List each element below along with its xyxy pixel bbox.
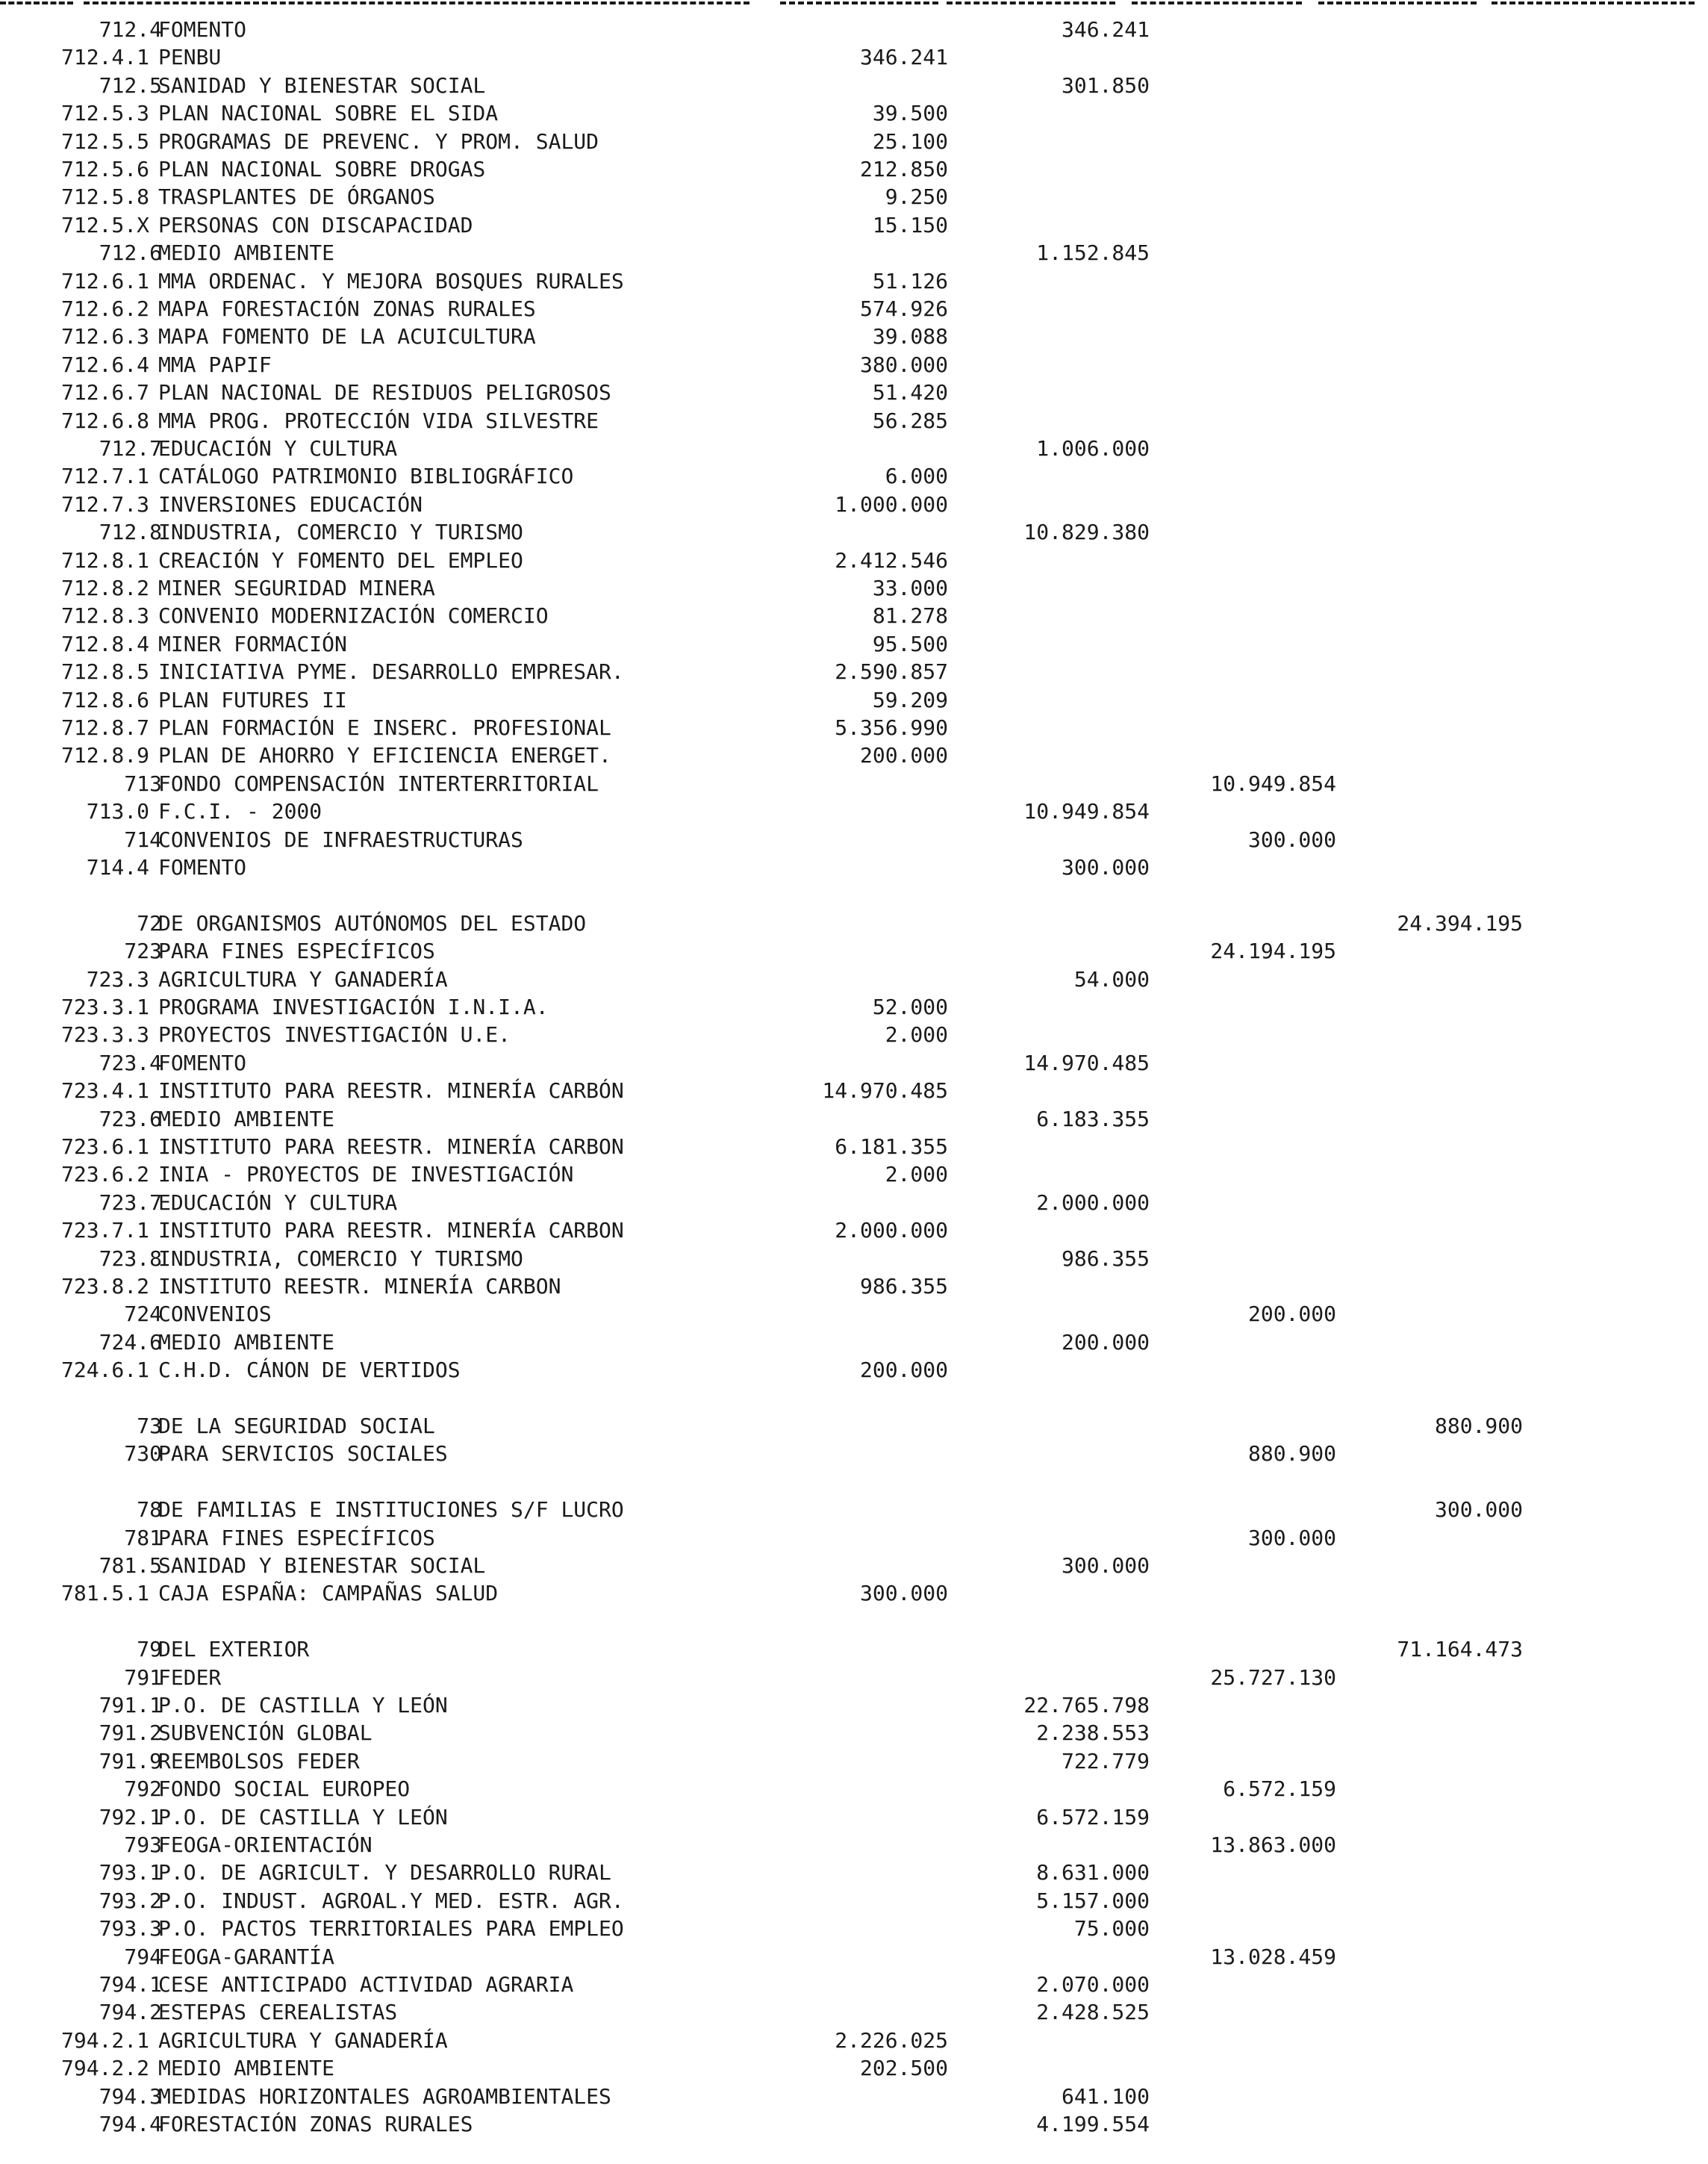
row-amount-col1: 2.590.857 xyxy=(835,659,948,685)
row-amount-col1: 574.926 xyxy=(859,296,948,321)
row-code: 712.6.3 xyxy=(60,324,149,349)
table-row xyxy=(0,1440,1708,1467)
row-amount-col3: 25.727.130 xyxy=(1210,1664,1336,1690)
row-amount-col2: 10.949.854 xyxy=(1023,799,1150,824)
table-row xyxy=(0,239,1708,267)
row-description: DE ORGANISMOS AUTÓNOMOS DEL ESTADO xyxy=(158,910,587,936)
row-description: FEDER xyxy=(158,1664,222,1690)
row-code: 712.6.4 xyxy=(60,352,149,377)
row-amount-col1: 2.226.025 xyxy=(835,2027,948,2053)
row-code: 712.7.1 xyxy=(60,464,149,489)
table-row xyxy=(0,1133,1708,1160)
row-amount-col2: 4.199.554 xyxy=(1036,2112,1150,2136)
row-code: 794.1 xyxy=(99,1972,162,1997)
row-code: 713.0 xyxy=(86,799,149,824)
table-row xyxy=(0,741,1708,769)
row-amount-col1: 39.500 xyxy=(872,101,948,126)
table-row xyxy=(0,966,1708,993)
header-rule-col1 xyxy=(780,1,938,4)
row-description: PLAN FUTURES II xyxy=(158,687,347,712)
row-description: MMA ORDENAC. Y MEJORA BOSQUES RURALES xyxy=(158,268,624,293)
row-amount-col1: 2.412.546 xyxy=(835,547,948,573)
table-row xyxy=(0,1664,1708,1691)
row-description: INSTITUTO REESTR. MINERÍA CARBON xyxy=(158,1274,561,1299)
row-code: 792 xyxy=(124,1776,162,1802)
table-row xyxy=(0,379,1708,406)
row-description: MEDIO AMBIENTE xyxy=(158,240,335,266)
table-row xyxy=(0,1300,1708,1328)
row-description: P.O. DE CASTILLA Y LEÓN xyxy=(158,1804,448,1829)
row-description: SUBVENCIÓN GLOBAL xyxy=(158,1720,373,1746)
row-code: 723.6 xyxy=(99,1106,162,1131)
table-row xyxy=(0,128,1708,155)
row-amount-col2: 5.157.000 xyxy=(1036,1888,1150,1913)
row-code: 781.5 xyxy=(99,1553,162,1578)
table-row xyxy=(0,2083,1708,2110)
table-row xyxy=(0,658,1708,685)
row-description: DE LA SEGURIDAD SOCIAL xyxy=(158,1414,435,1438)
table-row xyxy=(0,1105,1708,1133)
row-amount-col3: 13.863.000 xyxy=(1210,1832,1336,1857)
row-code: 723.6.1 xyxy=(60,1134,149,1159)
row-amount-col1: 95.500 xyxy=(872,631,948,656)
row-code: 793.1 xyxy=(99,1860,162,1885)
row-code: 723.4 xyxy=(99,1050,162,1075)
row-description: P.O. PACTOS TERRITORIALES PARA EMPLEO xyxy=(158,1916,624,1941)
table-row xyxy=(0,547,1708,574)
row-amount-col2: 14.970.485 xyxy=(1023,1050,1150,1075)
header-rule-col4 xyxy=(1318,1,1477,4)
row-amount-col2: 1.152.845 xyxy=(1036,240,1150,266)
row-code: 781 xyxy=(124,1525,162,1550)
table-row xyxy=(0,1831,1708,1859)
row-code: 712.8.9 xyxy=(60,743,149,768)
row-description: PROGRAMA INVESTIGACIÓN I.N.I.A. xyxy=(158,995,549,1019)
table-row xyxy=(0,43,1708,71)
row-amount-col2: 1.006.000 xyxy=(1036,436,1150,461)
table-row xyxy=(0,518,1708,546)
row-amount-col1: 1.000.000 xyxy=(835,491,948,517)
row-description: INVERSIONES EDUCACIÓN xyxy=(158,491,423,517)
row-amount-col2: 722.779 xyxy=(1061,1748,1150,1773)
row-amount-col4: 71.164.473 xyxy=(1397,1637,1523,1662)
row-code: 794.2 xyxy=(99,2000,162,2025)
row-description: FEOGA-ORIENTACIÓN xyxy=(158,1832,373,1857)
table-row xyxy=(0,770,1708,797)
row-code: 723.8.2 xyxy=(60,1274,149,1299)
row-code: 712.6.2 xyxy=(60,296,149,321)
row-code: 713 xyxy=(124,771,162,796)
table-row xyxy=(0,183,1708,211)
table-row xyxy=(0,2110,1708,2138)
row-description: TRASPLANTES DE ÓRGANOS xyxy=(158,184,435,210)
table-row xyxy=(0,1245,1708,1272)
table-row xyxy=(0,1160,1708,1188)
row-amount-col1: 200.000 xyxy=(859,743,948,768)
row-description: FORESTACIÓN ZONAS RURALES xyxy=(158,2112,473,2136)
row-description: ESTEPAS CEREALISTAS xyxy=(158,2000,398,2025)
row-code: 794.4 xyxy=(99,2112,162,2136)
row-code: 79 xyxy=(137,1637,162,1662)
table-row xyxy=(0,323,1708,350)
row-amount-col3: 200.000 xyxy=(1247,1302,1336,1327)
row-description: FOMENTO xyxy=(158,1050,247,1075)
row-description: MAPA FOMENTO DE LA ACUICULTURA xyxy=(158,324,536,349)
row-code: 712.4.1 xyxy=(60,45,149,70)
row-amount-col1: 346.241 xyxy=(859,45,948,70)
table-row xyxy=(0,1635,1708,1663)
row-description: FOMENTO xyxy=(158,17,247,42)
row-description: FONDO SOCIAL EUROPEO xyxy=(158,1776,411,1802)
row-code: 712.5.8 xyxy=(60,184,149,210)
row-code: 794.3 xyxy=(99,2083,162,2109)
row-description: SANIDAD Y BIENESTAR SOCIAL xyxy=(158,72,486,98)
table-row xyxy=(0,99,1708,127)
row-amount-col1: 2.000 xyxy=(885,1162,948,1187)
row-amount-col1: 300.000 xyxy=(859,1581,948,1606)
row-amount-col1: 51.420 xyxy=(872,380,948,405)
row-code: 791.2 xyxy=(99,1720,162,1746)
row-code: 714.4 xyxy=(86,855,149,880)
table-row xyxy=(0,854,1708,881)
row-amount-col2: 2.428.525 xyxy=(1036,2000,1150,2025)
row-description: REEMBOLSOS FEDER xyxy=(158,1748,360,1773)
row-code: 724.6 xyxy=(99,1329,162,1355)
row-description: PROGRAMAS DE PREVENC. Y PROM. SALUD xyxy=(158,128,599,154)
row-description: MAPA FORESTACIÓN ZONAS RURALES xyxy=(158,296,536,321)
row-description: AGRICULTURA Y GANADERÍA xyxy=(158,966,448,992)
row-description: FEOGA-GARANTÍA xyxy=(158,1944,335,1969)
table-row xyxy=(0,714,1708,741)
table-row xyxy=(0,1971,1708,1998)
row-code: 794.2.2 xyxy=(60,2056,149,2081)
row-code: 723.7 xyxy=(99,1190,162,1215)
row-code: 78 xyxy=(137,1497,162,1523)
table-row xyxy=(0,1775,1708,1803)
row-description: MINER SEGURIDAD MINERA xyxy=(158,576,435,600)
row-amount-col1: 81.278 xyxy=(872,603,948,629)
row-amount-col2: 54.000 xyxy=(1073,966,1150,992)
row-code: 793.3 xyxy=(99,1916,162,1941)
row-description: MINER FORMACIÓN xyxy=(158,631,347,656)
row-description: MEDIO AMBIENTE xyxy=(158,1106,335,1131)
row-description: PLAN FORMACIÓN E INSERC. PROFESIONAL xyxy=(158,715,611,740)
table-row xyxy=(0,1691,1708,1719)
row-code: 781.5.1 xyxy=(60,1581,149,1606)
table-row xyxy=(0,1356,1708,1384)
row-description: SANIDAD Y BIENESTAR SOCIAL xyxy=(158,1553,486,1578)
row-code: 723.3 xyxy=(86,966,149,992)
row-amount-col1: 39.088 xyxy=(872,324,948,349)
table-row xyxy=(0,1943,1708,1971)
row-code: 712.4 xyxy=(99,17,162,42)
row-description: CATÁLOGO PATRIMONIO BIBLIOGRÁFICO xyxy=(158,464,574,489)
row-amount-col2: 2.238.553 xyxy=(1036,1720,1150,1746)
row-amount-col3: 24.194.195 xyxy=(1210,939,1336,964)
row-amount-col1: 5.356.990 xyxy=(835,715,948,740)
table-row xyxy=(0,797,1708,825)
row-description: PARA FINES ESPECÍFICOS xyxy=(158,939,435,964)
table-row xyxy=(0,937,1708,965)
row-amount-col1: 380.000 xyxy=(859,352,948,377)
table-row xyxy=(0,2054,1708,2082)
row-description: CONVENIOS DE INFRAESTRUCTURAS xyxy=(158,827,523,852)
row-description: FONDO COMPENSACIÓN INTERTERRITORIAL xyxy=(158,771,599,796)
row-description: MEDIO AMBIENTE xyxy=(158,1329,335,1355)
row-description: INDUSTRIA, COMERCIO Y TURISMO xyxy=(158,1246,523,1271)
row-description: F.C.I. - 2000 xyxy=(158,799,322,824)
row-amount-col3: 13.028.459 xyxy=(1210,1944,1336,1969)
row-amount-col2: 300.000 xyxy=(1061,855,1150,880)
table-row xyxy=(0,1384,1708,1412)
table-row xyxy=(0,72,1708,99)
table-row xyxy=(0,1803,1708,1831)
row-code: 712.8.2 xyxy=(60,576,149,600)
row-amount-col2: 2.000.000 xyxy=(1036,1190,1150,1215)
table-row xyxy=(0,295,1708,323)
row-amount-col3: 300.000 xyxy=(1247,1525,1336,1550)
row-amount-col1: 212.850 xyxy=(859,157,948,181)
row-code: 712.5 xyxy=(99,72,162,98)
row-code: 793.2 xyxy=(99,1888,162,1913)
row-code: 724 xyxy=(124,1302,162,1327)
table-row xyxy=(0,435,1708,462)
header-rule-col5 xyxy=(1492,1,1695,4)
row-amount-col1: 6.181.355 xyxy=(835,1134,948,1159)
row-amount-col4: 24.394.195 xyxy=(1397,910,1523,936)
row-description: INSTITUTO PARA REESTR. MINERÍA CARBÓN xyxy=(158,1078,624,1104)
row-amount-col2: 6.183.355 xyxy=(1036,1106,1150,1131)
row-amount-col3: 880.900 xyxy=(1247,1441,1336,1467)
row-amount-col2: 301.850 xyxy=(1061,72,1150,98)
row-amount-col1: 6.000 xyxy=(885,464,948,489)
table-row xyxy=(0,155,1708,183)
row-amount-col3: 300.000 xyxy=(1247,827,1336,852)
table-row xyxy=(0,351,1708,379)
row-code: 723.3.1 xyxy=(60,995,149,1019)
row-amount-col1: 2.000.000 xyxy=(835,1218,948,1243)
row-amount-col1: 15.150 xyxy=(872,212,948,237)
row-code: 712.8.3 xyxy=(60,603,149,629)
row-description: PLAN DE AHORRO Y EFICIENCIA ENERGET. xyxy=(158,743,611,768)
row-amount-col1: 9.250 xyxy=(885,184,948,210)
row-code: 794 xyxy=(124,1944,162,1969)
row-description: MMA PAPIF xyxy=(158,352,272,377)
header-rule-col2 xyxy=(947,1,1115,4)
table-row xyxy=(0,407,1708,435)
row-amount-col1: 200.000 xyxy=(859,1358,948,1383)
row-amount-col2: 346.241 xyxy=(1061,17,1150,42)
row-amount-col1: 2.000 xyxy=(885,1022,948,1048)
row-amount-col2: 641.100 xyxy=(1061,2083,1150,2109)
row-amount-col3: 6.572.159 xyxy=(1223,1776,1336,1802)
table-row xyxy=(0,462,1708,490)
row-code: 723 xyxy=(124,939,162,964)
table-row xyxy=(0,1021,1708,1048)
row-code: 712.6.8 xyxy=(60,408,149,433)
row-description: MEDIDAS HORIZONTALES AGROAMBIENTALES xyxy=(158,2083,611,2109)
row-code: 712.8.1 xyxy=(60,547,149,573)
table-row xyxy=(0,491,1708,518)
row-code: 712.8 xyxy=(99,520,162,545)
row-description: C.H.D. CÁNON DE VERTIDOS xyxy=(158,1358,461,1383)
row-code: 712.6 xyxy=(99,240,162,266)
table-row xyxy=(0,211,1708,239)
table-row xyxy=(0,1468,1708,1496)
row-amount-col1: 51.126 xyxy=(872,268,948,293)
table-row xyxy=(0,1579,1708,1607)
table-row xyxy=(0,1272,1708,1300)
row-description: DEL EXTERIOR xyxy=(158,1637,310,1662)
table-row xyxy=(0,826,1708,854)
row-description: CESE ANTICIPADO ACTIVIDAD AGRARIA xyxy=(158,1972,574,1997)
row-description: INSTITUTO PARA REESTR. MINERÍA CARBON xyxy=(158,1134,624,1159)
row-amount-col2: 200.000 xyxy=(1061,1329,1150,1355)
row-code: 712.5.3 xyxy=(60,101,149,126)
header-rule-description xyxy=(84,1,749,4)
table-row xyxy=(0,1915,1708,1942)
table-row xyxy=(0,602,1708,629)
row-code: 712.8.4 xyxy=(60,631,149,656)
table-row xyxy=(0,1887,1708,1915)
row-description: CREACIÓN Y FOMENTO DEL EMPLEO xyxy=(158,547,523,573)
row-code: 712.5.X xyxy=(60,212,149,237)
row-description: PENBU xyxy=(158,45,222,70)
row-description: CONVENIO MODERNIZACIÓN COMERCIO xyxy=(158,603,549,629)
row-code: 714 xyxy=(124,827,162,852)
table-row xyxy=(0,993,1708,1021)
row-description: AGRICULTURA Y GANADERÍA xyxy=(158,2027,448,2053)
header-rule-col3 xyxy=(1132,1,1302,4)
row-code: 791 xyxy=(124,1664,162,1690)
header-rule-code xyxy=(0,1,73,4)
row-description: INDUSTRIA, COMERCIO Y TURISMO xyxy=(158,520,523,545)
table-row xyxy=(0,1998,1708,2026)
table-row xyxy=(0,686,1708,714)
row-description: CAJA ESPAÑA: CAMPAÑAS SALUD xyxy=(158,1581,499,1606)
table-row xyxy=(0,16,1708,43)
table-row xyxy=(0,1496,1708,1523)
table-row xyxy=(0,1216,1708,1244)
row-amount-col1: 33.000 xyxy=(872,576,948,600)
row-amount-col2: 22.765.798 xyxy=(1023,1693,1150,1717)
table-row xyxy=(0,2027,1708,2054)
row-code: 712.5.6 xyxy=(60,157,149,181)
row-code: 794.2.1 xyxy=(60,2027,149,2053)
row-amount-col1: 59.209 xyxy=(872,687,948,712)
row-amount-col1: 25.100 xyxy=(872,128,948,154)
row-code: 723.8 xyxy=(99,1246,162,1271)
row-description: P.O. INDUST. AGROAL.Y MED. ESTR. AGR. xyxy=(158,1888,624,1913)
row-code: 792.1 xyxy=(99,1804,162,1829)
row-amount-col1: 986.355 xyxy=(859,1274,948,1299)
row-description: INSTITUTO PARA REESTR. MINERÍA CARBON xyxy=(158,1218,624,1243)
table-row xyxy=(0,1189,1708,1216)
row-amount-col2: 6.572.159 xyxy=(1036,1804,1150,1829)
row-description: CONVENIOS xyxy=(158,1302,272,1327)
row-code: 712.7.3 xyxy=(60,491,149,517)
table-row xyxy=(0,1608,1708,1635)
row-description: INIA - PROYECTOS DE INVESTIGACIÓN xyxy=(158,1162,574,1187)
row-amount-col2: 8.631.000 xyxy=(1036,1860,1150,1885)
table-row xyxy=(0,1747,1708,1775)
row-amount-col2: 10.829.380 xyxy=(1023,520,1150,545)
table-row xyxy=(0,1049,1708,1077)
table-row xyxy=(0,1077,1708,1104)
row-amount-col2: 75.000 xyxy=(1073,1916,1150,1941)
row-code: 791.1 xyxy=(99,1693,162,1717)
row-code: 712.5.5 xyxy=(60,128,149,154)
row-code: 723.6.2 xyxy=(60,1162,149,1187)
row-description: PLAN NACIONAL DE RESIDUOS PELIGROSOS xyxy=(158,380,611,405)
row-code: 72 xyxy=(137,910,162,936)
row-code: 723.3.3 xyxy=(60,1022,149,1048)
row-amount-col1: 56.285 xyxy=(872,408,948,433)
table-row xyxy=(0,1859,1708,1886)
table-row xyxy=(0,910,1708,937)
table-row xyxy=(0,881,1708,909)
table-row xyxy=(0,267,1708,295)
row-amount-col4: 880.900 xyxy=(1434,1414,1523,1438)
row-amount-col2: 986.355 xyxy=(1061,1246,1150,1271)
row-code: 723.7.1 xyxy=(60,1218,149,1243)
row-description: PROYECTOS INVESTIGACIÓN U.E. xyxy=(158,1022,511,1048)
row-description: FOMENTO xyxy=(158,855,247,880)
row-description: MEDIO AMBIENTE xyxy=(158,2056,335,2081)
row-description: MMA PROG. PROTECCIÓN VIDA SILVESTRE xyxy=(158,408,599,433)
row-code: 723.4.1 xyxy=(60,1078,149,1104)
table-row xyxy=(0,1412,1708,1440)
row-code: 73 xyxy=(137,1414,162,1438)
row-description: DE FAMILIAS E INSTITUCIONES S/F LUCRO xyxy=(158,1497,624,1523)
row-description: INICIATIVA PYME. DESARROLLO EMPRESAR. xyxy=(158,659,624,685)
row-amount-col1: 202.500 xyxy=(859,2056,948,2081)
row-description: PERSONAS CON DISCAPACIDAD xyxy=(158,212,473,237)
row-amount-col1: 14.970.485 xyxy=(822,1078,948,1104)
row-description: PARA SERVICIOS SOCIALES xyxy=(158,1441,448,1467)
row-amount-col1: 52.000 xyxy=(872,995,948,1019)
row-code: 724.6.1 xyxy=(60,1358,149,1383)
row-code: 712.7 xyxy=(99,436,162,461)
row-description: PARA FINES ESPECÍFICOS xyxy=(158,1525,435,1550)
row-code: 712.8.5 xyxy=(60,659,149,685)
row-amount-col2: 300.000 xyxy=(1061,1553,1150,1578)
table-row xyxy=(0,1328,1708,1356)
table-row xyxy=(0,1552,1708,1579)
row-code: 791.9 xyxy=(99,1748,162,1773)
row-code: 712.6.7 xyxy=(60,380,149,405)
row-code: 712.8.6 xyxy=(60,687,149,712)
row-code: 730 xyxy=(124,1441,162,1467)
row-description: EDUCACIÓN Y CULTURA xyxy=(158,1190,398,1215)
row-description: P.O. DE CASTILLA Y LEÓN xyxy=(158,1693,448,1717)
table-row xyxy=(0,1719,1708,1747)
row-amount-col4: 300.000 xyxy=(1434,1497,1523,1523)
row-description: EDUCACIÓN Y CULTURA xyxy=(158,436,398,461)
row-amount-col2: 2.070.000 xyxy=(1036,1972,1150,1997)
row-code: 793 xyxy=(124,1832,162,1857)
row-description: P.O. DE AGRICULT. Y DESARROLLO RURAL xyxy=(158,1860,611,1885)
row-amount-col3: 10.949.854 xyxy=(1210,771,1336,796)
table-row xyxy=(0,630,1708,658)
row-description: PLAN NACIONAL SOBRE DROGAS xyxy=(158,157,486,181)
row-code: 712.6.1 xyxy=(60,268,149,293)
row-code: 712.8.7 xyxy=(60,715,149,740)
table-row xyxy=(0,574,1708,602)
table-row xyxy=(0,1524,1708,1552)
row-description: PLAN NACIONAL SOBRE EL SIDA xyxy=(158,101,499,126)
